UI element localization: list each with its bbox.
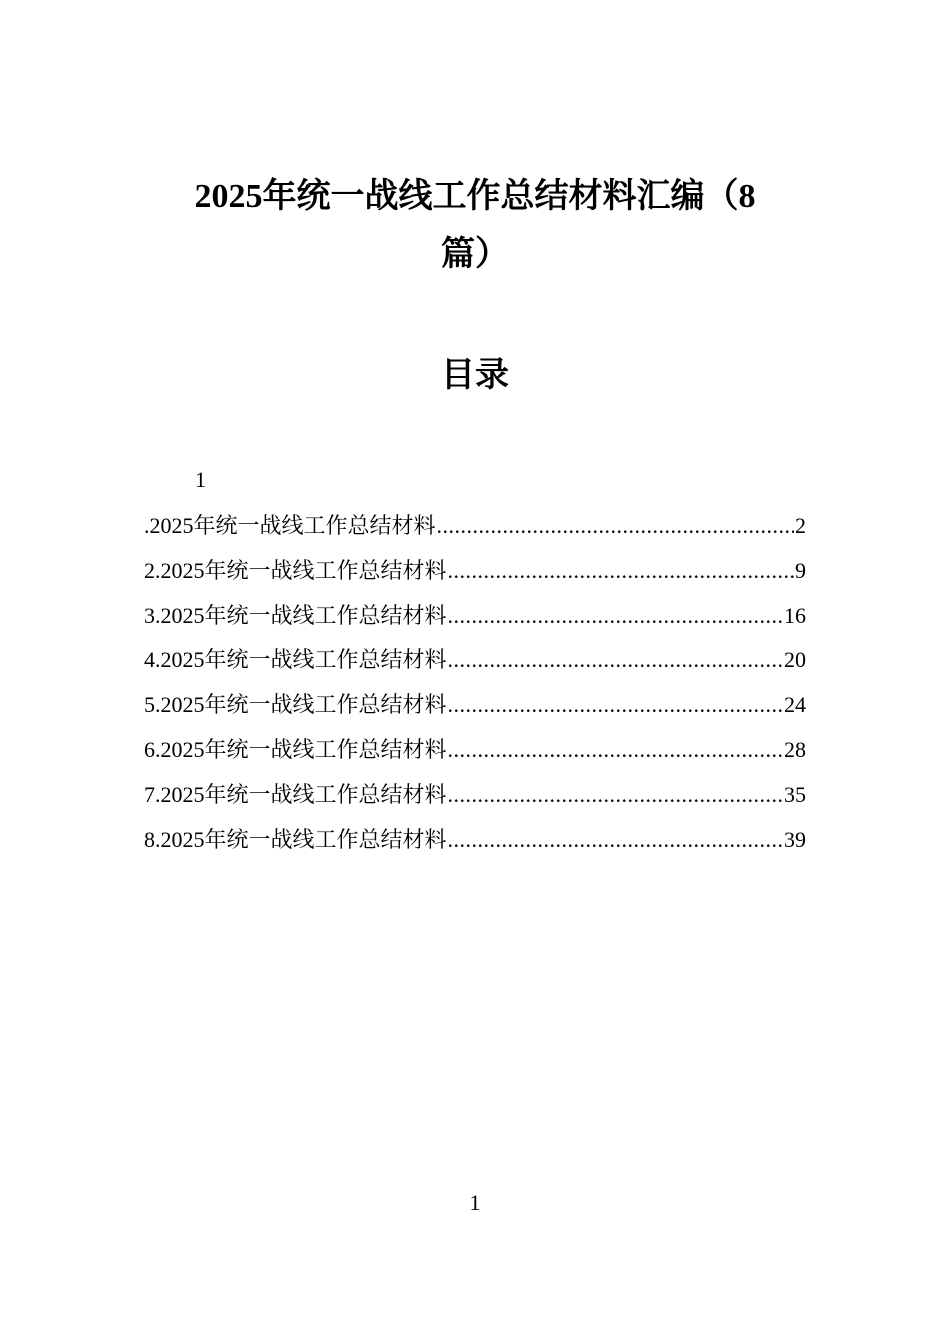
toc-entry-label: 5.2025年统一战线工作总结材料 bbox=[144, 692, 447, 718]
toc-leader-dots bbox=[448, 685, 783, 725]
toc-entry-label: .2025年统一战线工作总结材料 bbox=[144, 513, 436, 538]
toc-entry-page: 9 bbox=[795, 557, 806, 583]
toc-entry-page: 39 bbox=[784, 826, 806, 852]
toc-entry-label: 2.2025年统一战线工作总结材料 bbox=[144, 557, 447, 583]
toc-entry-label: 8.2025年统一战线工作总结材料 bbox=[144, 826, 447, 852]
toc-entry-label: 3.2025年统一战线工作总结材料 bbox=[144, 602, 447, 628]
toc-leader-dots bbox=[448, 640, 783, 680]
toc-leader-dots bbox=[448, 820, 783, 860]
toc-entry-page: 24 bbox=[784, 692, 806, 718]
toc-leader-dots bbox=[448, 775, 783, 815]
toc-entry[interactable] bbox=[144, 775, 806, 820]
toc-entry[interactable] bbox=[144, 730, 806, 775]
toc-entry-page: 16 bbox=[784, 602, 806, 628]
toc-leader-dots bbox=[437, 506, 794, 546]
toc-entry[interactable] bbox=[144, 596, 806, 641]
table-of-contents bbox=[144, 506, 806, 864]
toc-entry[interactable] bbox=[144, 506, 806, 551]
toc-leader-dots bbox=[448, 730, 783, 770]
toc-orphan-number: 1 bbox=[195, 467, 206, 492]
toc-entry-label: 4.2025年统一战线工作总结材料 bbox=[144, 647, 447, 673]
page-number: 1 bbox=[469, 1190, 481, 1215]
toc-entry[interactable] bbox=[144, 685, 806, 730]
document-title: 2025年统一战线工作总结材料汇编（8篇） bbox=[194, 178, 756, 273]
toc-entry-label: 6.2025年统一战线工作总结材料 bbox=[144, 736, 447, 762]
toc-entry-label: 7.2025年统一战线工作总结材料 bbox=[144, 781, 447, 807]
toc-entry-page: 2 bbox=[795, 513, 806, 538]
toc-entry[interactable] bbox=[144, 640, 806, 685]
toc-entry-page: 28 bbox=[784, 736, 806, 762]
toc-entry[interactable] bbox=[144, 820, 806, 865]
toc-leader-dots bbox=[448, 596, 783, 636]
toc-heading: 目录 bbox=[441, 357, 509, 394]
toc-leader-dots bbox=[448, 551, 794, 591]
toc-entry-page: 20 bbox=[784, 647, 806, 673]
toc-entry[interactable] bbox=[144, 551, 806, 596]
toc-entry-page: 35 bbox=[784, 781, 806, 807]
